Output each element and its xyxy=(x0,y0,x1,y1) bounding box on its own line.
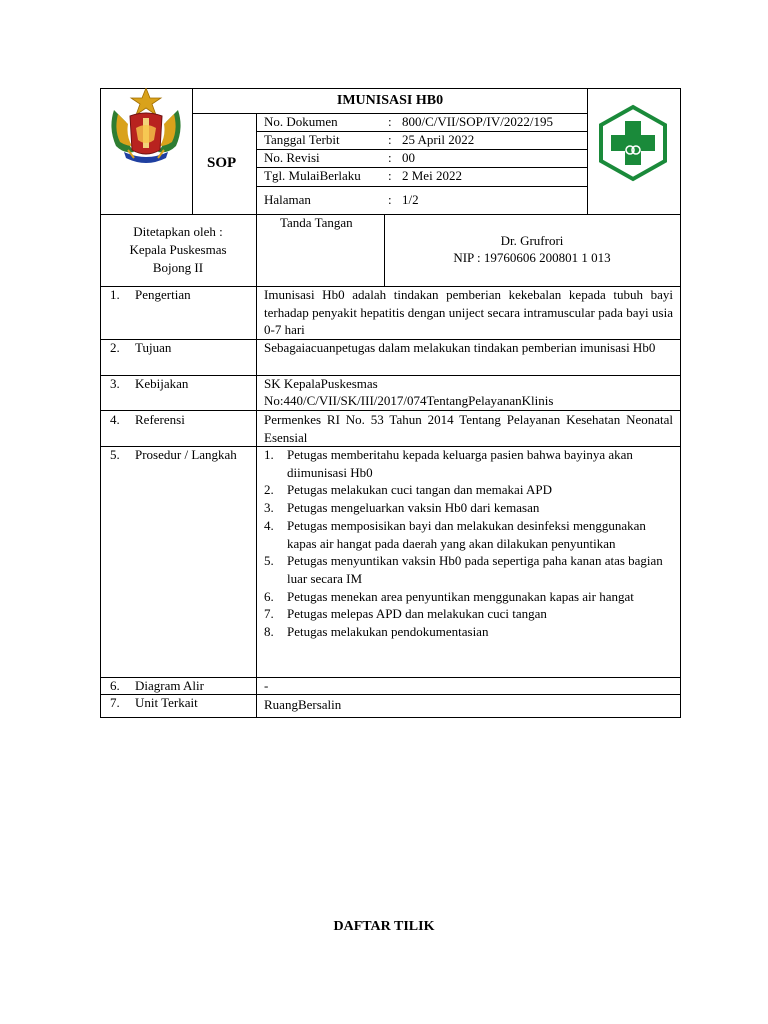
sop-label: SOP xyxy=(207,155,237,171)
step-text: Petugas melepas APD dan melakukan cuci tangan xyxy=(287,606,547,622)
step-number: 7. xyxy=(264,606,274,622)
section-number: 5. xyxy=(110,447,120,462)
section-content-tujuan: Sebagaiacuanpetugas dalam melakukan tindakan pemberian imunisasi Hb0 xyxy=(264,340,656,355)
table-border-top xyxy=(100,88,681,89)
meta-label-tgl-mulai-berlaku: Tgl. MulaiBerlaku xyxy=(264,168,361,183)
section-label-diagram-alir: Diagram Alir xyxy=(135,678,204,693)
meta-colon: : xyxy=(388,168,392,183)
step-number: 2. xyxy=(264,482,274,498)
section-label-referensi: Referensi xyxy=(135,412,185,427)
meta-value-tgl-mulai-berlaku: 2 Mei 2022 xyxy=(402,168,462,183)
meta-label-tanggal-terbit: Tanggal Terbit xyxy=(264,132,340,147)
section-label-tujuan: Tujuan xyxy=(135,340,172,355)
meta-colon: : xyxy=(388,132,392,147)
step-text: Petugas memposisikan bayi dan melakukan desinfeksi menggunakan kapas air hangat pada daerah yang akan dilakukan penyuntikan xyxy=(287,517,646,551)
garuda-emblem-icon xyxy=(106,88,186,168)
section-content-diagram-alir: - xyxy=(264,678,269,693)
section-number: 6. xyxy=(110,678,120,693)
signer-name: Dr. Grufrori xyxy=(500,233,564,248)
list-item xyxy=(264,499,676,517)
section-content-kebijakan-line-1: SK KepalaPuskesmas xyxy=(264,376,378,391)
document-title: IMUNISASI HB0 xyxy=(336,93,444,108)
section-label-kebijakan: Kebijakan xyxy=(135,376,189,391)
procedure-steps-list xyxy=(264,446,676,641)
section-number: 2. xyxy=(110,340,120,355)
step-text: Petugas menekan area penyuntikan menggunakan kapas air hangat xyxy=(287,588,634,604)
step-number: 8. xyxy=(264,624,274,640)
section-content-pengertian: Imunisasi Hb0 adalah tindakan pemberian kekebalan kepada tubuh bayi terhadap penyakit hepatitis dengan uniject secara intramuscular pada bayi usia 0-7 hari xyxy=(264,287,673,337)
list-item xyxy=(264,517,676,552)
checklist-title: DAFTAR TILIK xyxy=(333,919,435,934)
list-item xyxy=(264,481,676,499)
section-number: 7. xyxy=(110,695,120,710)
list-item xyxy=(264,588,676,606)
section-label-pengertian: Pengertian xyxy=(135,287,191,302)
section-content-unit-terkait: RuangBersalin xyxy=(264,697,342,712)
table-border-right xyxy=(680,88,681,718)
meta-colon: : xyxy=(388,114,392,129)
step-text: Petugas mengeluarkan vaksin Hb0 dari kemasan xyxy=(287,500,540,516)
list-item xyxy=(264,605,676,623)
section-number: 4. xyxy=(110,412,120,427)
divider-sop xyxy=(256,113,257,286)
section-label-prosedur: Prosedur / Langkah xyxy=(135,447,237,462)
approval-line-2: Kepala Puskesmas xyxy=(129,242,227,257)
divider-body-column xyxy=(256,286,257,718)
meta-value-tanggal-terbit: 25 April 2022 xyxy=(402,132,475,147)
step-text: Petugas melakukan cuci tangan dan memakai APD xyxy=(287,482,552,498)
list-item xyxy=(264,623,676,641)
step-number: 5. xyxy=(264,553,274,569)
list-item xyxy=(264,552,676,587)
section-content-kebijakan-line-2: No:440/C/VII/SK/III/2017/074TentangPelayananKlinis xyxy=(264,393,554,408)
step-text: Petugas menyuntikan vaksin Hb0 pada sepertiga paha kanan atas bagian luar secara IM xyxy=(287,553,663,586)
meta-colon: : xyxy=(388,192,392,207)
signer-nip: NIP : 19760606 200801 1 013 xyxy=(453,250,611,265)
approval-line-3: Bojong II xyxy=(152,260,204,275)
meta-label-no-dokumen: No. Dokumen xyxy=(264,114,338,129)
step-number: 4. xyxy=(264,517,274,533)
step-text: Petugas melakukan pendokumentasian xyxy=(287,624,489,640)
table-border-left xyxy=(100,88,101,718)
puskesmas-logo xyxy=(593,103,673,183)
meta-label-no-revisi: No. Revisi xyxy=(264,150,320,165)
meta-value-no-revisi: 00 xyxy=(402,150,415,165)
step-number: 6. xyxy=(264,588,274,604)
meta-value-halaman: 1/2 xyxy=(402,192,419,207)
step-number: 3. xyxy=(264,500,274,516)
approval-line-1: Ditetapkan oleh : xyxy=(133,224,223,239)
meta-value-no-dokumen: 800/C/VII/SOP/IV/2022/195 xyxy=(402,114,553,129)
health-cross-icon xyxy=(593,103,673,183)
step-text: Petugas memberitahu kepada keluarga pasien bahwa bayinya akan diimunisasi Hb0 xyxy=(287,447,633,480)
section-content-referensi: Permenkes RI No. 53 Tahun 2014 Tentang Pelayanan Kesehatan Neonatal Esensial xyxy=(264,412,673,445)
section-label-unit-terkait: Unit Terkait xyxy=(135,695,198,710)
section-number: 3. xyxy=(110,376,120,391)
section-number: 1. xyxy=(110,287,120,302)
signature-label: Tanda Tangan xyxy=(280,215,353,230)
meta-colon: : xyxy=(388,150,392,165)
step-number: 1. xyxy=(264,447,274,462)
divider-meta-4 xyxy=(256,186,588,187)
list-item xyxy=(264,446,676,481)
divider-header-bottom xyxy=(100,214,681,215)
meta-label-halaman: Halaman xyxy=(264,192,311,207)
table-border-bottom xyxy=(100,717,681,718)
regency-emblem-logo xyxy=(106,88,186,168)
